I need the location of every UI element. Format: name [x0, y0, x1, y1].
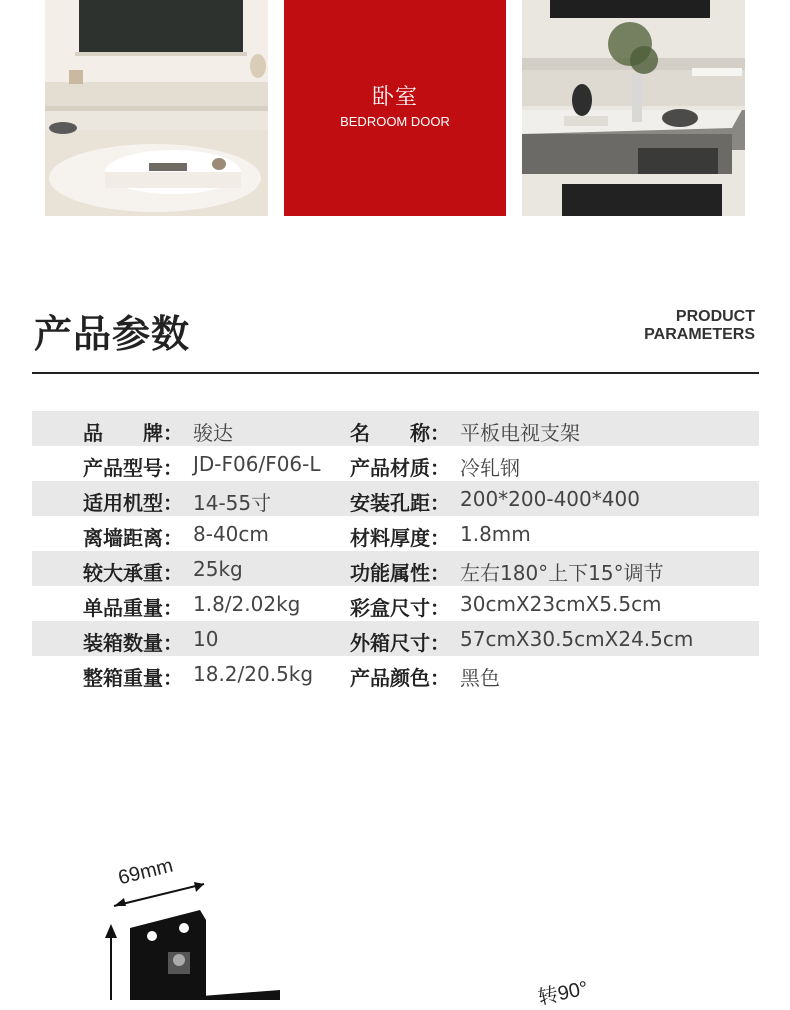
spec-key: 材料厚度： — [350, 526, 450, 550]
spec-key: 品 牌： — [83, 421, 183, 445]
spec-value: 200*200-400*400 — [460, 487, 640, 511]
section-title-en-line2: PARAMETERS — [644, 326, 755, 343]
spec-value: 57cmX30.5cmX24.5cm — [460, 627, 694, 651]
spec-key: 整箱重量： — [83, 666, 183, 690]
coffee-table-illustration — [522, 0, 745, 216]
section-title: 产品参数 — [34, 312, 191, 356]
width-label: 69mm — [116, 854, 176, 890]
spec-value: 左右180°上下15°调节 — [460, 561, 664, 585]
living-room-photo — [45, 0, 268, 216]
bedroom-title: 卧室 — [371, 85, 418, 110]
spec-row — [32, 446, 759, 481]
section-title-en-line1: PRODUCT — [675, 308, 755, 325]
spec-key: 功能属性： — [350, 561, 450, 585]
rotation-label: 转90° — [536, 977, 590, 1010]
bracket-diagram — [0, 840, 790, 1000]
spec-row — [32, 551, 759, 586]
spec-value: 8-40cm — [193, 522, 269, 546]
bedroom-subtitle: BEDROOM DOOR — [340, 114, 450, 129]
living-room-illustration — [45, 0, 268, 216]
spec-key: 名 称： — [350, 421, 450, 445]
spec-value: 14-55寸 — [193, 491, 272, 515]
coffee-table-photo — [522, 0, 745, 216]
spec-key: 适用机型： — [83, 491, 183, 515]
spec-table — [32, 411, 759, 691]
spec-key: 产品型号： — [83, 456, 183, 480]
spec-key: 产品材质： — [350, 456, 450, 480]
spec-key: 外箱尺寸： — [350, 631, 450, 655]
spec-key: 离墙距离： — [83, 526, 183, 550]
spec-value: 1.8/2.02kg — [193, 592, 301, 616]
spec-key: 安装孔距： — [350, 491, 450, 515]
spec-value: 10 — [193, 627, 219, 651]
spec-value: 25kg — [193, 557, 243, 581]
spec-row — [32, 516, 759, 551]
spec-key: 单品重量： — [83, 596, 183, 620]
spec-value: 平板电视支架 — [460, 421, 580, 445]
spec-value: 18.2/20.5kg — [193, 662, 314, 686]
spec-value: 黑色 — [460, 666, 500, 690]
spec-value: 1.8mm — [460, 522, 531, 546]
spec-row — [32, 481, 759, 516]
spec-row — [32, 656, 759, 691]
spec-value: 冷轧钢 — [460, 456, 520, 480]
section-divider — [32, 372, 759, 374]
spec-value: 30cmX23cmX5.5cm — [460, 592, 662, 616]
spec-row — [32, 411, 759, 446]
section-title-en — [644, 308, 755, 344]
spec-row — [32, 586, 759, 621]
spec-key: 装箱数量： — [83, 631, 183, 655]
spec-row — [32, 621, 759, 656]
bedroom-door-panel — [284, 0, 506, 216]
spec-value: JD-F06/F06-L — [193, 452, 321, 476]
height-dimension-arrow — [105, 924, 117, 1000]
spec-key: 较大承重： — [83, 561, 183, 585]
spec-key: 彩盒尺寸： — [350, 596, 450, 620]
spec-value: 骏达 — [193, 421, 233, 445]
spec-key: 产品颜色： — [350, 666, 450, 690]
